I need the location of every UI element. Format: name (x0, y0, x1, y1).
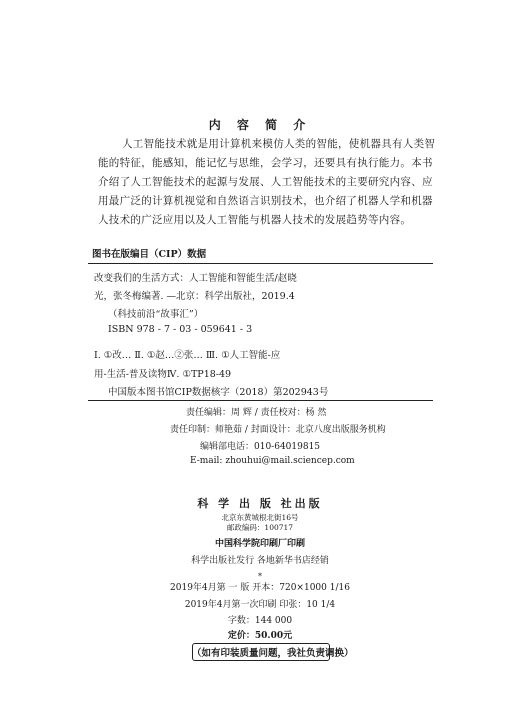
cip-heading: 图书在版编目（CIP）数据 (92, 249, 207, 260)
intro-line: 介绍了人工智能技术的起源与发展、人工智能技术的主要研究内容、应 (98, 176, 433, 188)
cip-line: 用-生活-普及读物Ⅳ. ①TP18-49 (94, 369, 232, 380)
separator-mark: * (258, 572, 262, 581)
intro-line: 用最广泛的计算机视觉和自然语言识别技术，也介绍了机器人学和机器 (98, 195, 433, 207)
responsible-editors: 责任编辑：周 辉 / 责任校对：杨 然 (186, 408, 327, 418)
intro-line: 人技术的广泛应用以及人工智能与机器人技术的发展趋势等内容。 (98, 214, 412, 226)
printing-line: 2019年4月第一次印刷 印张：10 1/4 (184, 600, 336, 610)
editorial-phone: 编辑部电话：010-64019815 (200, 442, 321, 452)
word-count: 字数：144 000 (227, 616, 293, 626)
intro-line: 能的特征，能感知，能记忆与思维，会学习，还要具有执行能力。本书 (98, 157, 433, 169)
print-and-cover-design: 责任印制：师艳茹 / 封面设计：北京八度出版服务机构 (170, 425, 386, 435)
cip-line: （科技前沿“故事汇”） (108, 309, 204, 320)
intro-line: 人工智能技术就是用计算机来模仿人类的智能，使机器具有人类智 (122, 138, 436, 150)
price: 定价：50.00元 (227, 631, 293, 641)
publisher-address: 北京东黄城根北街16号 (221, 513, 299, 522)
editorial-email: E-mail: zhouhui@mail.sciencep.com (190, 456, 355, 466)
cip-divider-top (88, 263, 433, 264)
intro-title: 内 容 简 介 (208, 118, 312, 132)
edition-line: 2019年4月第 一 版 开本：720×1000 1/16 (170, 583, 350, 593)
cip-line: 改变我们的生活方式：人工智能和智能生活/赵晓 (94, 273, 297, 284)
cip-line: 中国版本图书馆CIP数据核字（2018）第202943号 (108, 387, 329, 398)
cip-divider-bottom (88, 400, 433, 401)
distribution-line: 科学出版社发行 各地新华书店经销 (191, 556, 329, 566)
quality-notice: （如有印装质量问题，我社负责调换） (192, 648, 354, 659)
cip-line: ISBN 978 - 7 - 03 - 059641 - 3 (108, 324, 253, 335)
printer-name: 中国科学院印刷厂印刷 (214, 539, 305, 549)
cip-line: 光，张冬梅编著. —北京：科学出版社，2019.4 (94, 291, 295, 302)
cip-line: Ⅰ. ①改… Ⅱ. ①赵…②张… Ⅲ. ①人工智能-应 (94, 350, 281, 361)
publisher-name: 科 学 出 版 社出版 (197, 497, 323, 510)
publisher-postcode: 邮政编码：100717 (226, 523, 294, 532)
